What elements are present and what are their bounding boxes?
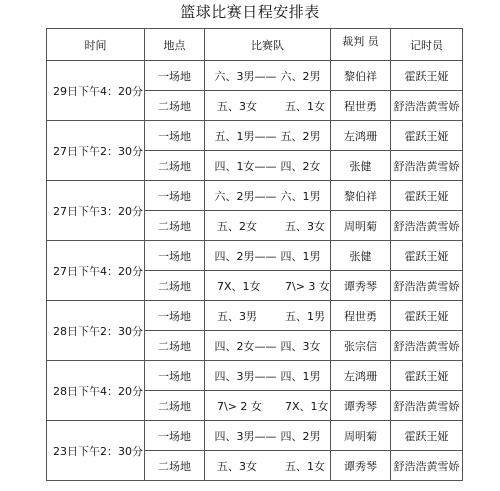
team-away: 六、1男: [280, 189, 321, 203]
table-row: [47, 241, 463, 271]
team-away: 五、3女: [285, 219, 325, 233]
team-home: 四、1女: [214, 159, 255, 173]
table-row: [47, 361, 463, 391]
referee-cell: 程世勇: [331, 91, 391, 121]
team-home: 五、3女: [217, 459, 257, 473]
timekeeper-cell: 霍跃王娅: [391, 241, 463, 271]
venue-cell: 一场地: [145, 181, 205, 211]
venue-cell: 二场地: [145, 391, 205, 421]
referee-cell: 谭秀琴: [331, 391, 391, 421]
table-row: [47, 421, 463, 451]
referee-cell: 谭秀琴: [331, 451, 391, 481]
venue-cell: 一场地: [145, 61, 205, 91]
table-row: [47, 301, 463, 331]
header-time: 时间: [47, 29, 145, 61]
timekeeper-cell: 舒浩浩黄雪娇: [391, 391, 463, 421]
header-row: [47, 29, 463, 61]
timekeeper-cell: 霍跃王娅: [391, 181, 463, 211]
timekeeper-cell: 舒浩浩黄雪娇: [391, 211, 463, 241]
referee-cell: 谭秀琴: [331, 271, 391, 301]
team-away: 五、2男: [280, 129, 321, 143]
team-home: 7\> 2 女: [217, 399, 262, 413]
teams-cell: [205, 211, 331, 241]
teams-cell: [205, 181, 331, 211]
referee-cell: 张宗信: [331, 331, 391, 361]
timekeeper-cell: 舒浩浩黄雪娇: [391, 271, 463, 301]
timekeeper-cell: 舒浩浩黄雪娇: [391, 91, 463, 121]
versus-dash: ——: [254, 69, 277, 83]
versus-dash: ——: [254, 339, 277, 353]
venue-cell: 二场地: [145, 151, 205, 181]
team-away: 四、2男: [280, 429, 321, 443]
timekeeper-cell: 霍跃王娅: [391, 421, 463, 451]
teams-cell: [205, 271, 331, 301]
venue-cell: 一场地: [145, 301, 205, 331]
team-home: 四、2女: [214, 339, 255, 353]
versus-dash: ——: [254, 129, 277, 143]
venue-cell: 二场地: [145, 211, 205, 241]
team-home: 五、3女: [217, 99, 257, 113]
table-row: [47, 181, 463, 211]
timekeeper-cell: 霍跃王娅: [391, 61, 463, 91]
team-away: 四、3女: [280, 339, 321, 353]
session-time: 27日下午3：20分: [47, 181, 145, 241]
timekeeper-cell: 舒浩浩黄雪娇: [391, 331, 463, 361]
venue-cell: 二场地: [145, 91, 205, 121]
referee-cell: 周明菊: [331, 421, 391, 451]
team-away: 五、1女: [285, 99, 325, 113]
referee-cell: 黎伯祥: [331, 181, 391, 211]
teams-cell: [205, 361, 331, 391]
session-time: 29日下午4：20分: [47, 61, 145, 121]
team-home: 四、2男: [214, 249, 255, 263]
teams-cell: [205, 151, 331, 181]
versus-dash: ——: [254, 189, 277, 203]
referee-cell: 左鸿珊: [331, 361, 391, 391]
header-referee: 裁判 员: [331, 29, 391, 61]
team-home: 五、2女: [217, 219, 257, 233]
teams-cell: [205, 421, 331, 451]
team-away: 7\> 3 女: [285, 279, 330, 293]
timekeeper-cell: 霍跃王娅: [391, 121, 463, 151]
teams-cell: [205, 241, 331, 271]
team-away: 四、1男: [280, 249, 321, 263]
header-teams: 比赛队: [205, 29, 331, 61]
referee-cell: 黎伯祥: [331, 61, 391, 91]
table-row: [47, 121, 463, 151]
page-title: 篮球比赛日程安排表: [180, 3, 320, 21]
versus-dash: ——: [254, 159, 277, 173]
teams-cell: [205, 61, 331, 91]
venue-cell: 二场地: [145, 271, 205, 301]
team-away: 六、2男: [280, 69, 321, 83]
timekeeper-cell: 霍跃王娅: [391, 361, 463, 391]
team-home: 四、3男: [214, 429, 255, 443]
team-away: 五、1男: [285, 309, 325, 323]
versus-dash: ——: [254, 429, 277, 443]
schedule-body: [47, 61, 463, 481]
venue-cell: 二场地: [145, 451, 205, 481]
team-home: 四、3男: [214, 369, 255, 383]
versus-dash: ——: [254, 369, 277, 383]
venue-cell: 一场地: [145, 121, 205, 151]
versus-dash: ——: [254, 249, 277, 263]
team-away: 四、2女: [280, 159, 321, 173]
team-away: 7X、1女: [285, 399, 329, 413]
session-time: 28日下午4：20分: [47, 361, 145, 421]
team-home: 五、3男: [217, 309, 257, 323]
referee-cell: 周明菊: [331, 211, 391, 241]
referee-cell: 左鸿珊: [331, 121, 391, 151]
team-home: 六、3男: [214, 69, 255, 83]
session-time: 28日下午2：30分: [47, 301, 145, 361]
table-row: [47, 61, 463, 91]
venue-cell: 一场地: [145, 361, 205, 391]
referee-cell: 张健: [331, 151, 391, 181]
teams-cell: [205, 301, 331, 331]
timekeeper-cell: 舒浩浩黄雪娇: [391, 151, 463, 181]
header-venue: 地点: [145, 29, 205, 61]
session-time: 27日下午2：30分: [47, 121, 145, 181]
session-time: 27日下午4：20分: [47, 241, 145, 301]
referee-cell: 程世勇: [331, 301, 391, 331]
team-away: 四、1男: [280, 369, 321, 383]
team-away: 五、1女: [285, 459, 325, 473]
venue-cell: 一场地: [145, 421, 205, 451]
timekeeper-cell: 舒浩浩黄雪娇: [391, 451, 463, 481]
header-timekeeper: 记时员: [391, 29, 463, 61]
timekeeper-cell: 霍跃王娅: [391, 301, 463, 331]
team-home: 五、1男: [214, 129, 255, 143]
venue-cell: 一场地: [145, 241, 205, 271]
venue-cell: 二场地: [145, 331, 205, 361]
teams-cell: [205, 451, 331, 481]
teams-cell: [205, 391, 331, 421]
teams-cell: [205, 91, 331, 121]
session-time: 23日下午2：30分: [47, 421, 145, 481]
teams-cell: [205, 121, 331, 151]
schedule-table: [46, 28, 463, 481]
referee-cell: 张健: [331, 241, 391, 271]
teams-cell: [205, 331, 331, 361]
team-home: 六、2男: [214, 189, 255, 203]
team-home: 7X、1女: [217, 279, 261, 293]
